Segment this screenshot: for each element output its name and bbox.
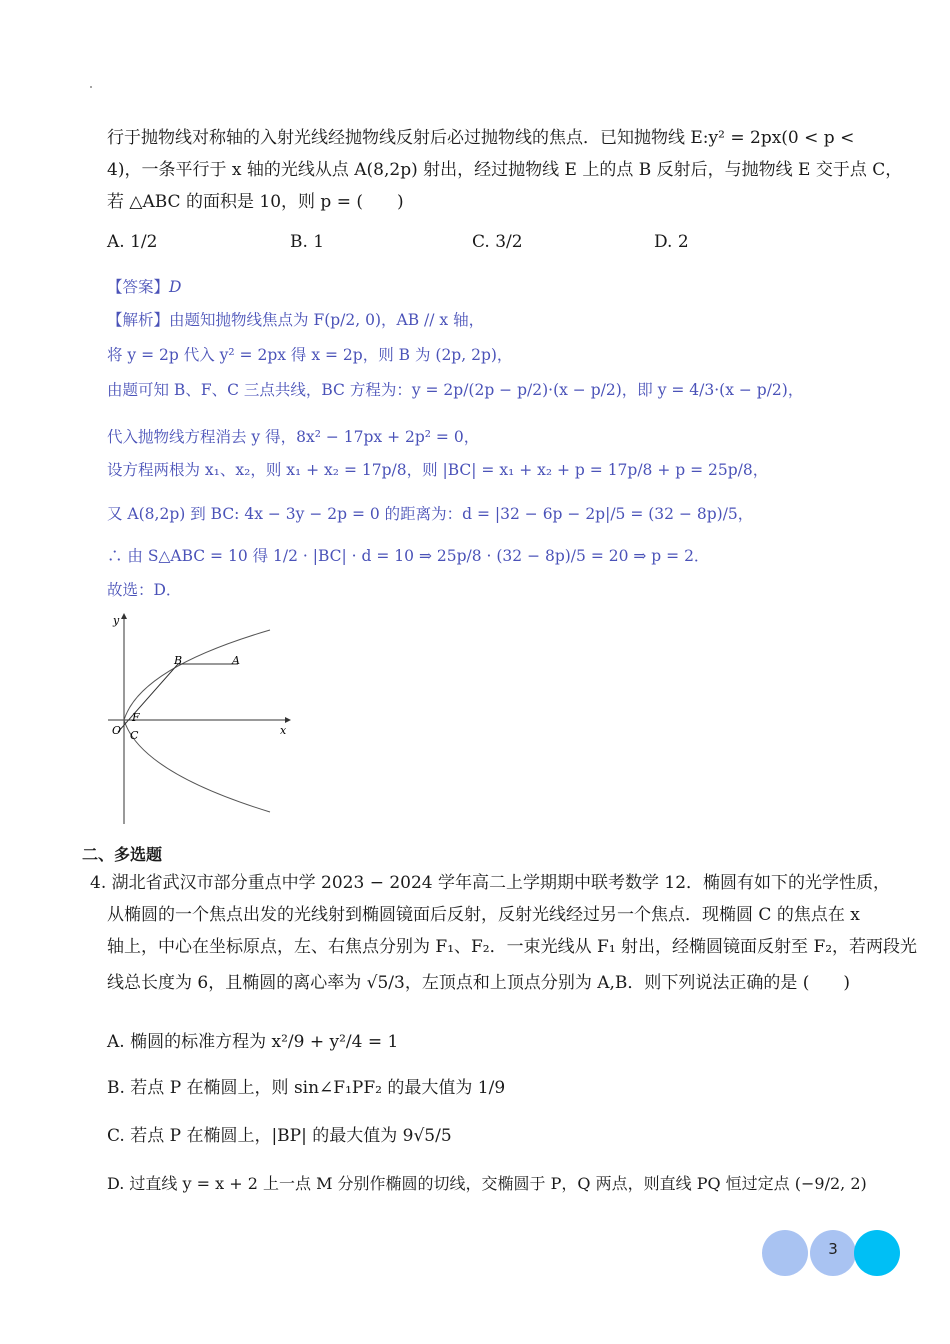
answer-tag: 【答案】 — [107, 278, 170, 296]
problem4-line4: 线总长度为 6，且椭圆的离心率为 √5/3，左顶点和上顶点分别为 A,B．则下列说法正确的是 ( ) — [107, 973, 851, 993]
problem4-line2: 从椭圆的一个焦点出发的光线射到椭圆镜面后反射，反射光线经过另一个焦点．现椭圆 C 的焦点在 x — [107, 905, 860, 925]
answer-line — [107, 275, 181, 299]
problem4-line1: 4. 湖北省武汉市部分重点中学 2023 − 2024 学年高二上学期期中联考数学 12．椭圆有如下的光学性质， — [90, 873, 891, 893]
page-circle-right — [854, 1230, 900, 1276]
analysis-text-1: 由题知抛物线焦点为 F(p/2, 0)，AB // x 轴， — [169, 311, 485, 329]
problem3-choice-b: B. 1 — [290, 232, 325, 252]
label-c: C — [130, 729, 139, 742]
analysis-line-6: 又 A(8,2p) 到 BC: 4x − 3y − 2p = 0 的距离为：d = |32 − 6p − 2p|/5 = (32 − 8p)/5， — [107, 505, 754, 523]
page-number: 3 — [828, 1240, 838, 1258]
problem3-line1: 行于抛物线对称轴的入射光线经抛物线反射后必过抛物线的焦点．已知抛物线 E:y² = 2px(0 < p < — [107, 128, 855, 148]
analysis-line-1 — [107, 308, 484, 332]
problem4-choice-d: D. 过直线 y = x + 2 上一点 M 分别作椭圆的切线，交椭圆于 P，Q 两点，则直线 PQ 恒过定点 (−9/2, 2) — [107, 1174, 867, 1193]
section-heading: 二、多选题 — [82, 845, 163, 864]
analysis-line-8: 故选：D． — [107, 581, 182, 599]
page-circle-left — [762, 1230, 808, 1276]
label-f: F — [132, 711, 140, 724]
problem3-line2: 4)，一条平行于 x 轴的光线从点 A(8,2p) 射出，经过抛物线 E 上的点 B 反射后，与抛物线 E 交于点 C， — [107, 160, 903, 180]
problem3-choice-c: C. 3/2 — [472, 232, 523, 252]
problem4-choice-c: C. 若点 P 在椭圆上，|BP| 的最大值为 9√5/5 — [107, 1126, 452, 1146]
parabola-figure — [100, 608, 300, 828]
label-a: A — [232, 654, 240, 667]
answer-value: D — [169, 278, 182, 296]
label-y: y — [113, 614, 120, 627]
problem3-line3: 若 △ABC 的面积是 10，则 p = ( ) — [107, 192, 404, 212]
parabola-curve — [124, 630, 270, 812]
problem4-choice-b: B. 若点 P 在椭圆上，则 sin∠F₁PF₂ 的最大值为 1/9 — [107, 1078, 506, 1098]
analysis-line-7: ∴ 由 S△ABC = 10 得 1/2 · |BC| · d = 10 ⇒ 25p/8 · (32 − 8p)/5 = 20 ⇒ p = 2． — [107, 547, 710, 565]
analysis-line-3: 由题可知 B、F、C 三点共线，BC 方程为：y = 2p/(2p − p/2)·(x − p/2)，即 y = 4/3·(x − p/2)， — [107, 381, 804, 399]
problem4-line3: 轴上，中心在坐标原点，左、右焦点分别为 F₁、F₂．一束光线从 F₁ 射出，经椭圆镜面反射至 F₂，若两段光 — [107, 937, 918, 957]
problem4-choice-a: A. 椭圆的标准方程为 x²/9 + y²/4 = 1 — [107, 1032, 399, 1052]
problem3-choice-d: D. 2 — [654, 232, 689, 252]
analysis-line-2: 将 y = 2p 代入 y² = 2px 得 x = 2p，则 B 为 (2p, 2p)， — [107, 346, 513, 364]
analysis-tag: 【解析】 — [107, 311, 170, 329]
analysis-line-4: 代入抛物线方程消去 y 得，8x² − 17px + 2p² = 0， — [107, 428, 480, 446]
label-x: x — [280, 724, 287, 737]
label-o: O — [112, 724, 122, 737]
analysis-line-5: 设方程两根为 x₁、x₂，则 x₁ + x₂ = 17p/8，则 |BC| = x₁ + x₂ + p = 17p/8 + p = 25p/8， — [107, 461, 769, 479]
stray-dot — [90, 86, 92, 88]
label-b: B — [174, 654, 183, 667]
problem3-choice-a: A. 1/2 — [107, 232, 158, 252]
